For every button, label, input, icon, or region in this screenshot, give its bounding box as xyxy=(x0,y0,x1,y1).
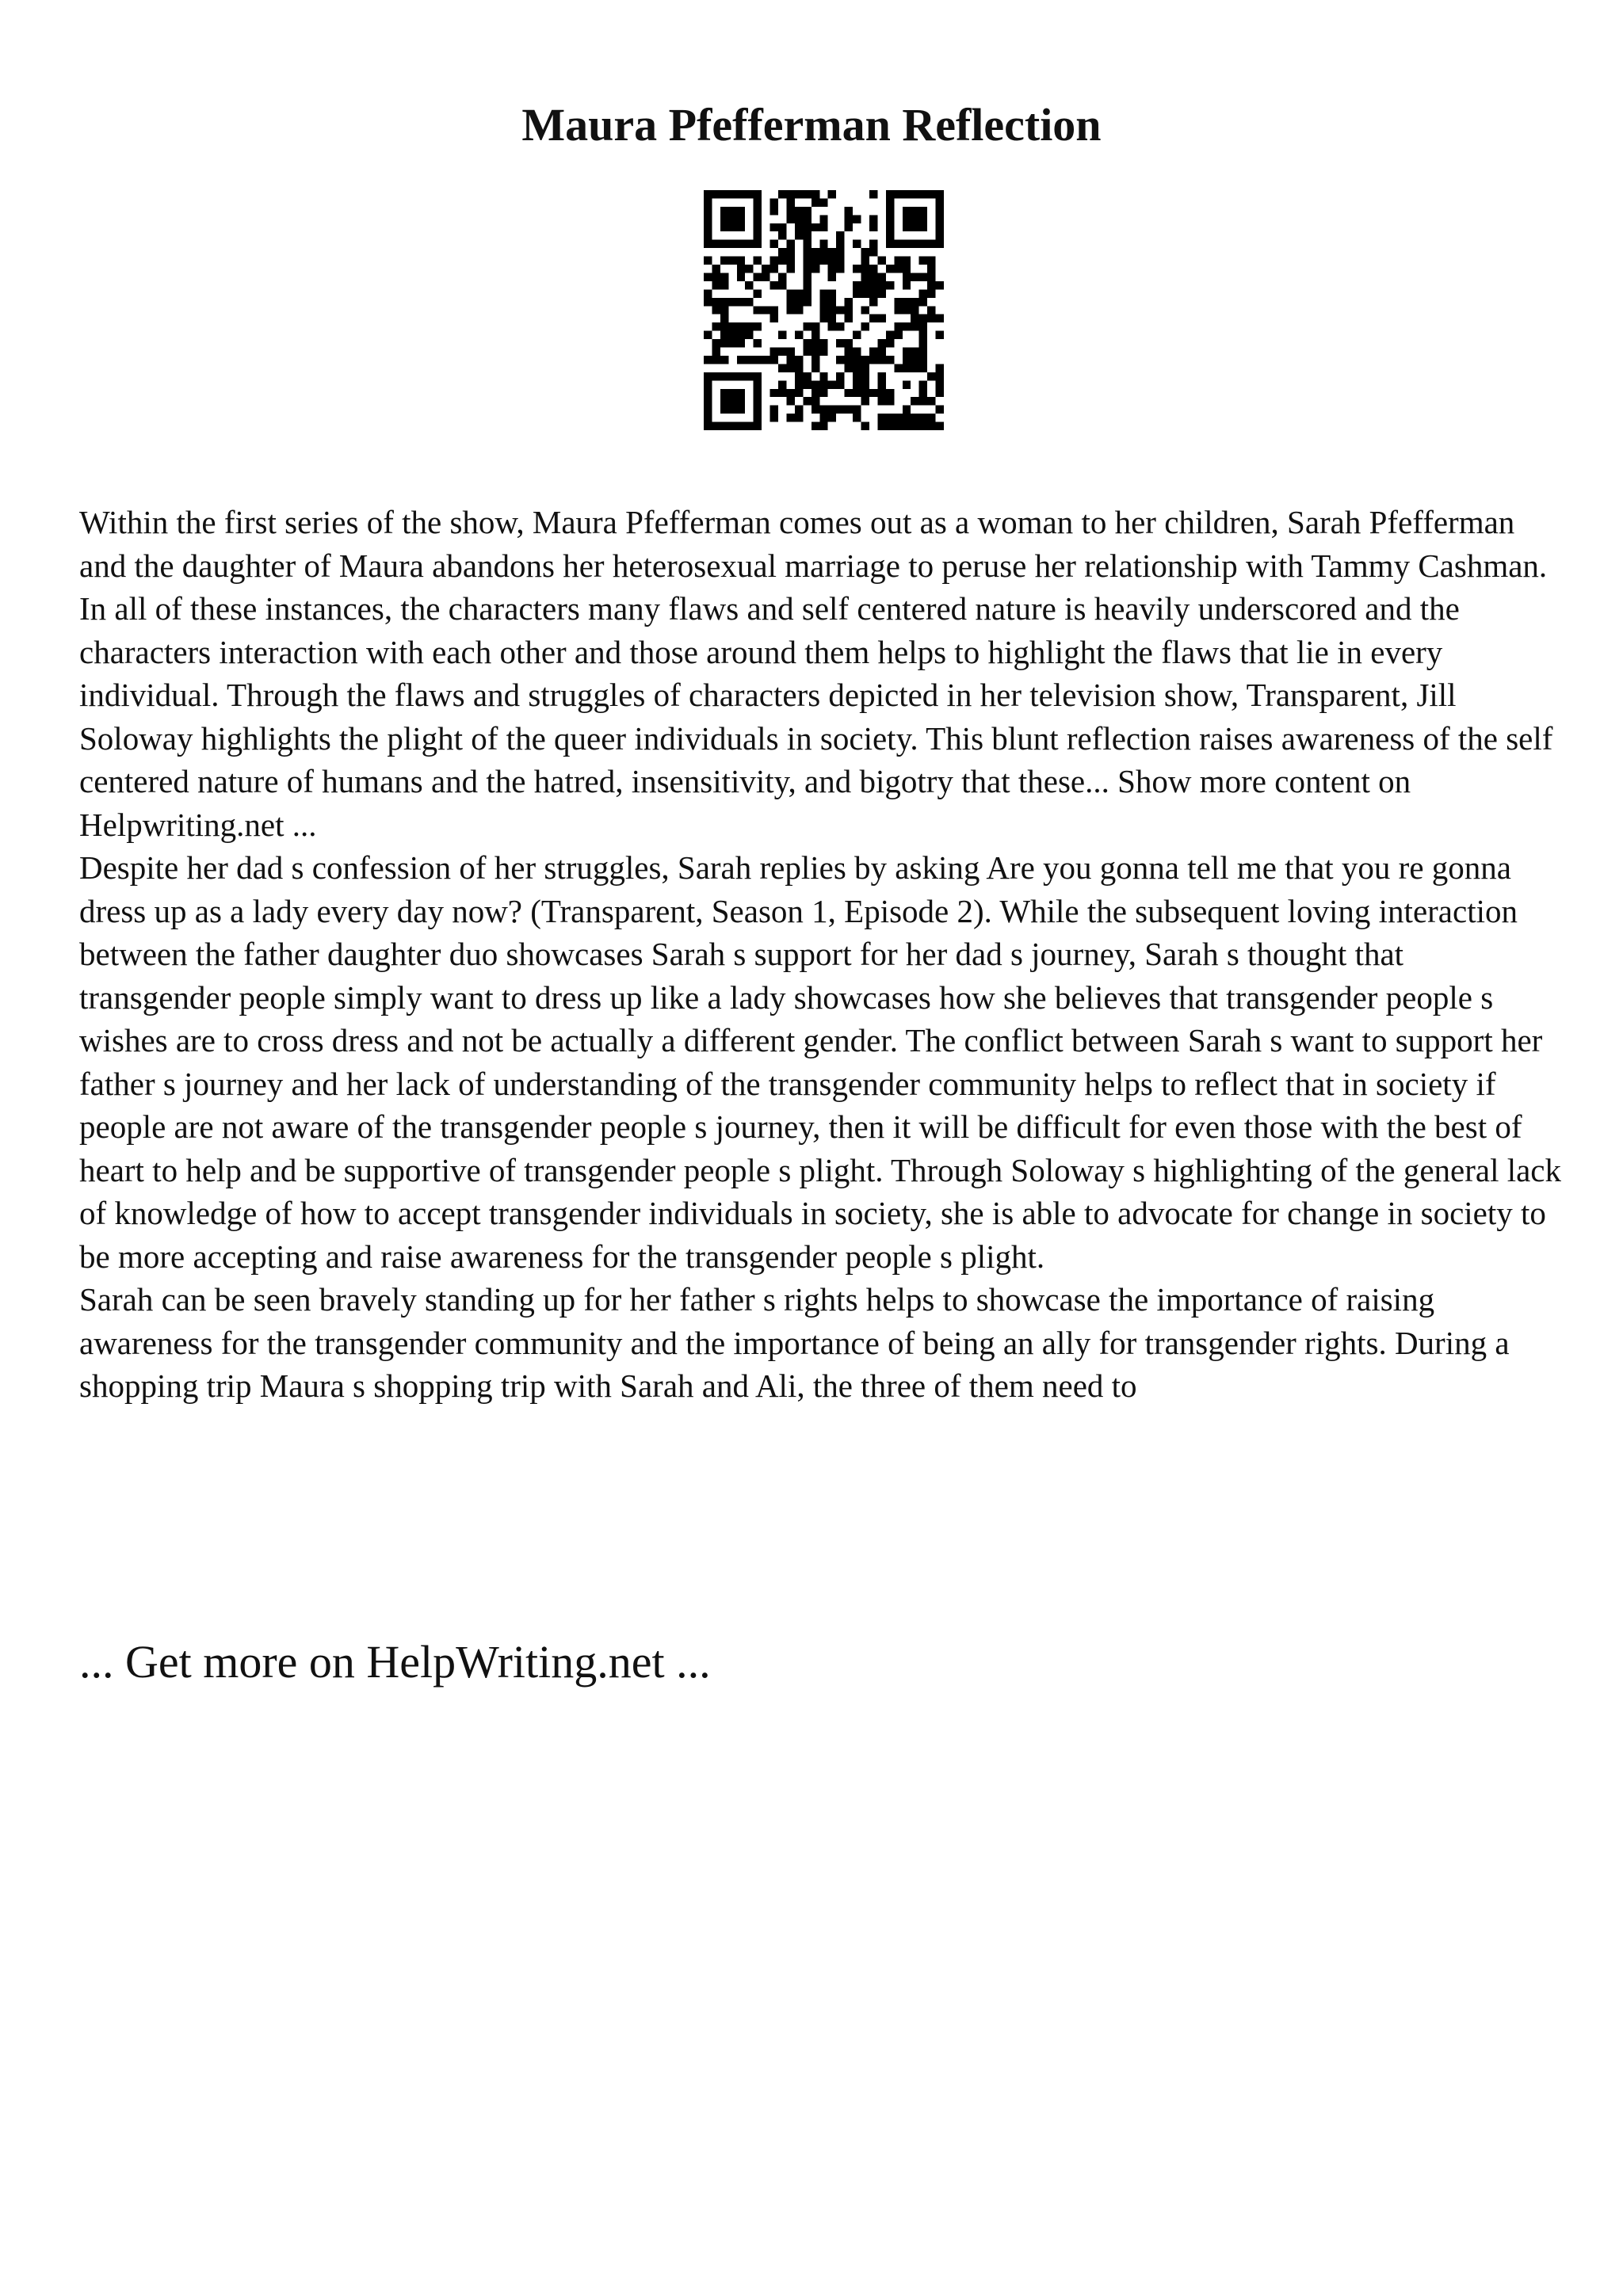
paragraph: Sarah can be seen bravely standing up for her father s rights helps to showcase the importance of raising awareness for the transgender community and the importance of being an ally for transgender rights. During a shopping trip Maura s shopping trip with Sarah and Ali, the three of them need to xyxy=(79,1281,1510,1404)
page-title: Maura Pfefferman Reflection xyxy=(521,99,1102,151)
paragraph: Despite her dad s confession of her struggles, Sarah replies by asking Are you gonna tell me that you re gonna dress up as a lady every day now? (Transparent, Season 1, Episode 2). While the subsequent loving interaction between the father daughter duo showcases Sarah s support for her dad s journey, Sarah s thought that transgender people simply want to dress up like a lady showcases how she believes that transgender people s wishes are to cross dress and not be actually a different gender. The conflict between Sarah s want to support her father s journey and her lack of understanding of the transgender community helps to reflect that in society if people are not aware of the transgender people s journey, then it will be difficult for even those with the best of heart to help and be supportive of transgender people s plight. Through Soloway s highlighting of the general lack of knowledge of how to accept transgender individuals in society, she is able to advocate for change in society to be more accepting and raise awareness for the transgender people s plight. xyxy=(79,849,1562,1275)
get-more-link[interactable]: ... Get more on HelpWriting.net ... xyxy=(79,1636,711,1688)
qr-code-icon xyxy=(704,190,944,430)
article-body xyxy=(79,501,1561,1408)
paragraph: Within the first series of the show, Maura Pfefferman comes out as a woman to her children, Sarah Pfefferman and the daughter of Maura abandons her heterosexual marriage to peruse her relationship with Tammy Cashman. In all of these instances, the characters many flaws and self centered nature is heavily underscored and the characters interaction with each other and those around them helps to highlight the flaws that lie in every individual. Through the flaws and struggles of characters depicted in her television show, Transparent, Jill Soloway highlights the plight of the queer individuals in society. This blunt reflection raises awareness of the self centered nature of humans and the hatred, insensitivity, and bigotry that these... Show more content on Helpwriting.net ... xyxy=(79,504,1553,843)
